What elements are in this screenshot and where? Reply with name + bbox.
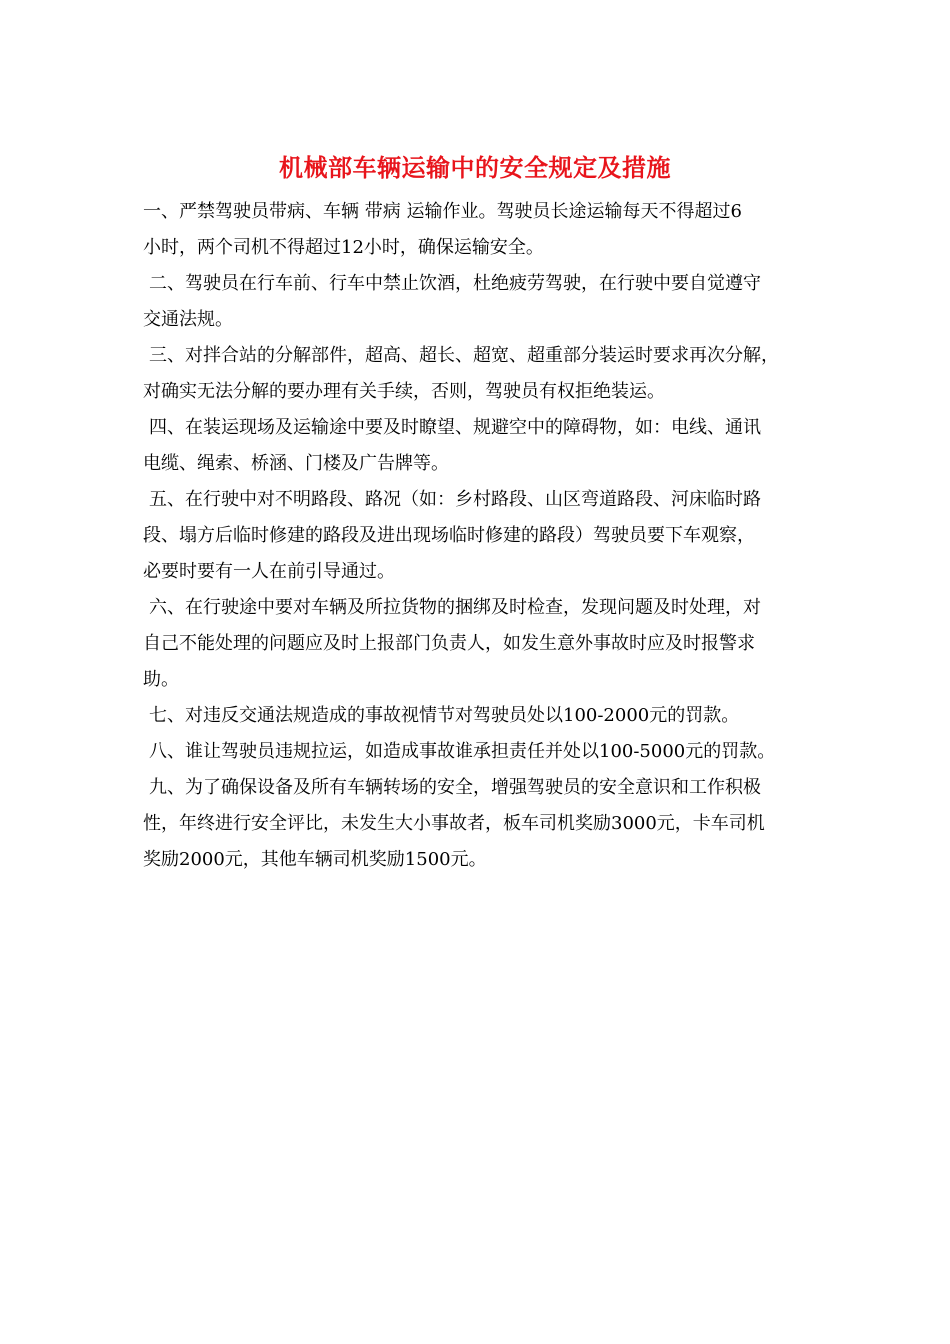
paragraph-line: 八、谁让驾驶员违规拉运，如造成事故谁承担责任并处以100-5000元的罚款。 bbox=[149, 741, 776, 762]
paragraph-line: 对确实无法分解的要办理有关手续，否则，驾驶员有权拒绝装运。 bbox=[143, 381, 665, 402]
paragraph-7 bbox=[143, 698, 815, 734]
paragraph-1 bbox=[143, 194, 815, 266]
paragraph-3 bbox=[143, 338, 815, 410]
paragraph-line: 小时，两个司机不得超过12小时，确保运输安全。 bbox=[143, 237, 544, 258]
paragraph-line: 六、在行驶途中要对车辆及所拉货物的捆绑及时检查，发现问题及时处理，对 bbox=[149, 597, 761, 618]
paragraph-line: 三、对拌合站的分解部件，超高、超长、超宽、超重部分装运时要求再次分解， bbox=[149, 345, 779, 366]
paragraph-6 bbox=[143, 590, 815, 698]
paragraph-line: 段、塌方后临时修建的路段及进出现场临时修建的路段）驾驶员要下车观察， bbox=[143, 525, 755, 546]
document-body bbox=[143, 194, 815, 878]
paragraph-line: 一、严禁驾驶员带病、车辆 带病 运输作业。驾驶员长途运输每天不得超过6 bbox=[143, 201, 742, 222]
paragraph-5 bbox=[143, 482, 815, 590]
paragraph-line: 五、在行驶中对不明路段、路况（如：乡村路段、山区弯道路段、河床临时路 bbox=[149, 489, 761, 510]
paragraph-line: 自己不能处理的问题应及时上报部门负责人，如发生意外事故时应及时报警求 bbox=[143, 633, 755, 654]
paragraph-line: 奖励2000元，其他车辆司机奖励1500元。 bbox=[143, 849, 487, 870]
paragraph-line: 七、对违反交通法规造成的事故视情节对驾驶员处以100-2000元的罚款。 bbox=[149, 705, 740, 726]
document-title: 机械部车辆运输中的安全规定及措施 bbox=[279, 153, 671, 182]
paragraph-line: 二、驾驶员在行车前、行车中禁止饮酒，杜绝疲劳驾驶，在行驶中要自觉遵守 bbox=[149, 273, 761, 294]
paragraph-9 bbox=[143, 770, 815, 878]
paragraph-line: 交通法规。 bbox=[143, 309, 233, 330]
paragraph-8 bbox=[143, 734, 815, 770]
paragraph-4 bbox=[143, 410, 815, 482]
paragraph-line: 电缆、绳索、桥涵、门楼及广告牌等。 bbox=[143, 453, 449, 474]
paragraph-line: 九、为了确保设备及所有车辆转场的安全，增强驾驶员的安全意识和工作积极 bbox=[149, 777, 761, 798]
paragraph-line: 四、在装运现场及运输途中要及时瞭望、规避空中的障碍物，如：电线、通讯 bbox=[149, 417, 761, 438]
paragraph-line: 性，年终进行安全评比，未发生大小事故者，板车司机奖励3000元，卡车司机 bbox=[143, 813, 765, 834]
paragraph-2 bbox=[143, 266, 815, 338]
paragraph-line: 助。 bbox=[143, 669, 179, 690]
paragraph-line: 必要时要有一人在前引导通过。 bbox=[143, 561, 395, 582]
